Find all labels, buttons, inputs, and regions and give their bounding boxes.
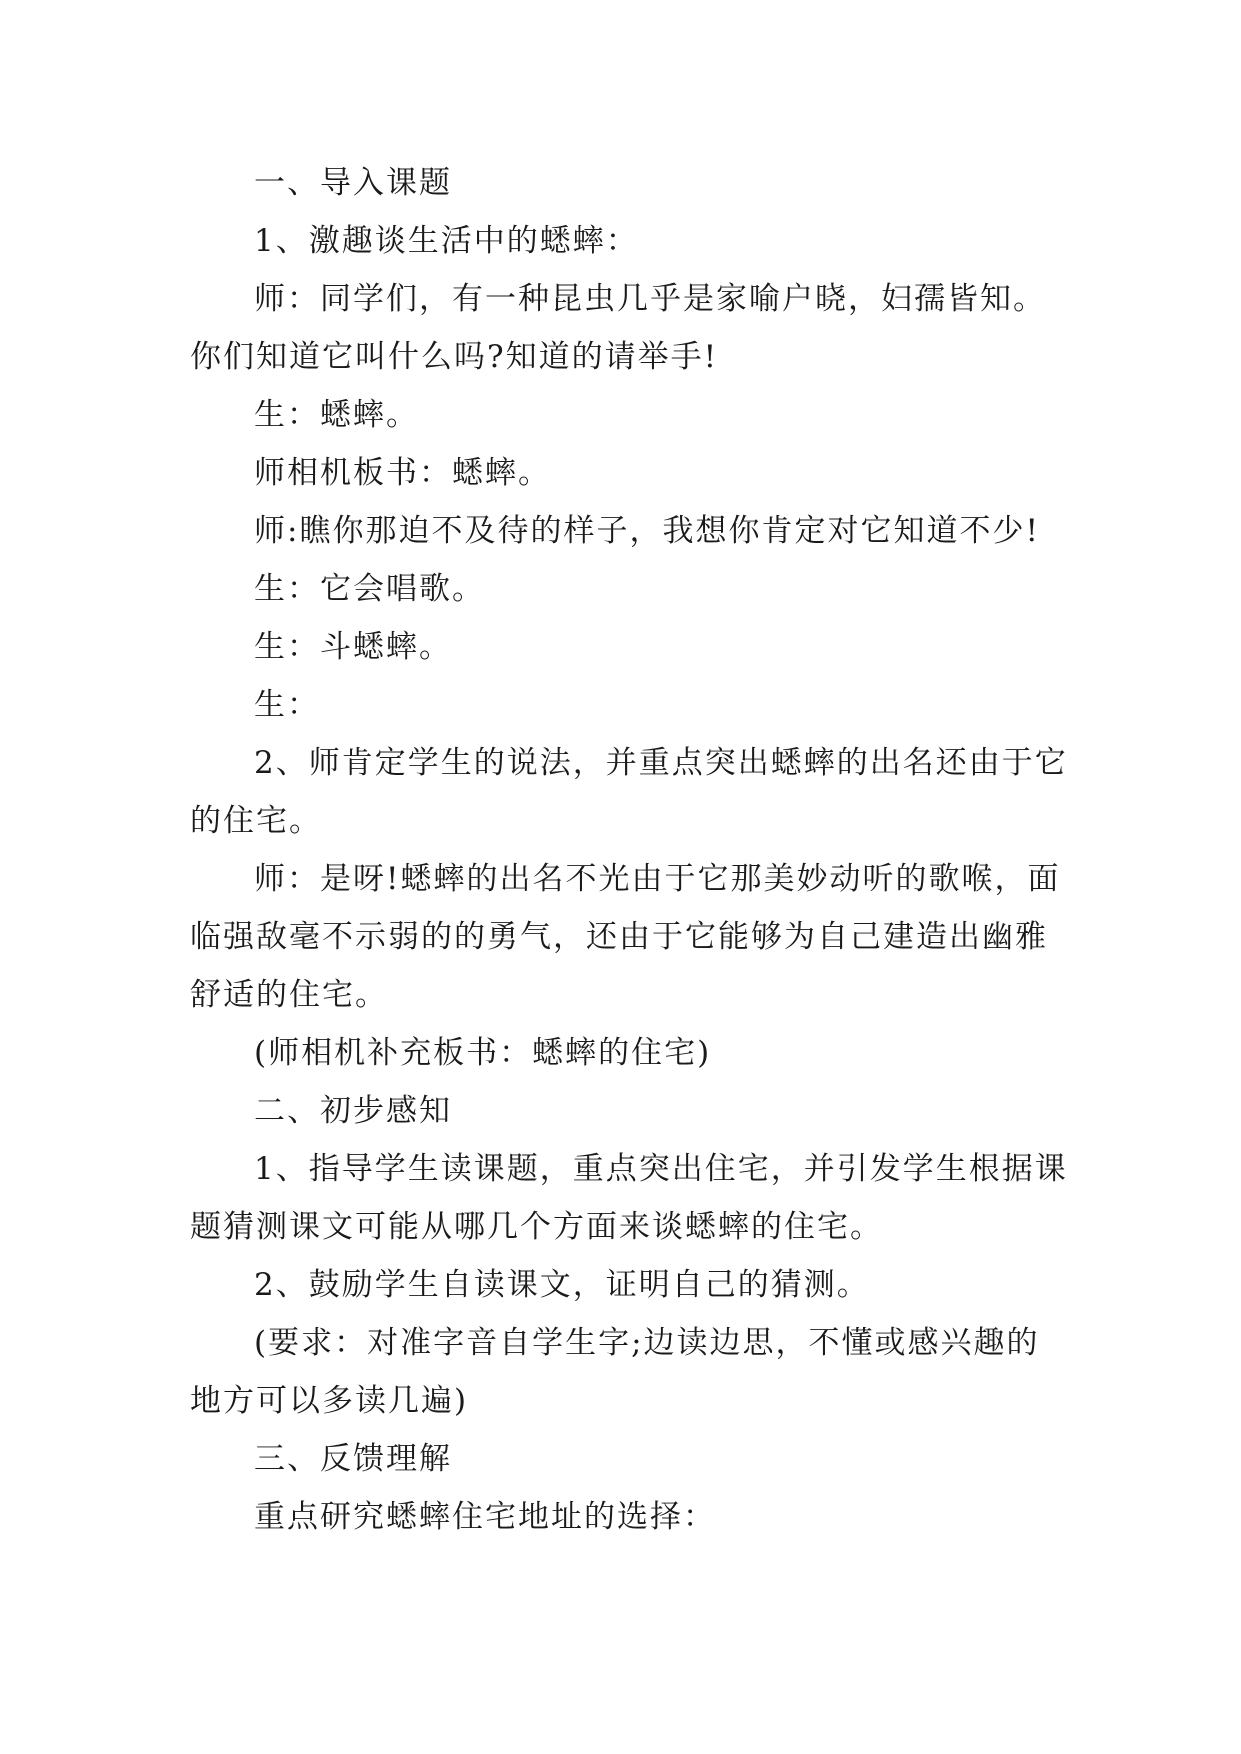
paragraph: 师：是呀!蟋蟀的出名不光由于它那美妙动听的歌喉，面临强敌毫不示弱的的勇气，还由于它能够为自己建造出幽雅舒适的住宅。 xyxy=(190,861,1061,1013)
paragraph: 师：同学们，有一种昆虫几乎是家喻户晓，妇孺皆知。你们知道它叫什么吗?知道的请举手! xyxy=(190,281,1046,375)
paragraph: 1、激趣谈生活中的蟋蟀： xyxy=(254,223,639,259)
paragraph: 1、指导学生读课题，重点突出住宅，并引发学生根据课题猜测课文可能从哪几个方面来谈蟋蟀的住宅。 xyxy=(190,1151,1068,1245)
paragraph: 生：它会唱歌。 xyxy=(254,571,485,607)
document-body xyxy=(190,154,1070,1546)
paragraph: 生：蟋蟀。 xyxy=(254,397,419,433)
paragraph: 生：斗蟋蟀。 xyxy=(254,629,452,665)
paragraph: 师:瞧你那迫不及待的样子，我想你肯定对它知道不少! xyxy=(254,513,1040,549)
paragraph: 师相机板书：蟋蟀。 xyxy=(254,455,551,491)
section-heading-2: 二、初步感知 xyxy=(254,1093,452,1129)
paragraph: (师相机补充板书：蟋蟀的住宅) xyxy=(254,1035,712,1071)
paragraph: 2、鼓励学生自读课文，证明自己的猜测。 xyxy=(254,1267,870,1303)
paragraph: 重点研究蟋蟀住宅地址的选择： xyxy=(254,1499,716,1535)
paragraph: 生： xyxy=(254,687,320,723)
section-heading-1: 一、导入课题 xyxy=(254,165,452,201)
paragraph: (要求：对准字音自学生字;边读边思，不懂或感兴趣的地方可以多读几遍) xyxy=(190,1325,1040,1419)
section-heading-3: 三、反馈理解 xyxy=(254,1441,452,1477)
paragraph: 2、师肯定学生的说法，并重点突出蟋蟀的出名还由于它的住宅。 xyxy=(190,745,1068,839)
